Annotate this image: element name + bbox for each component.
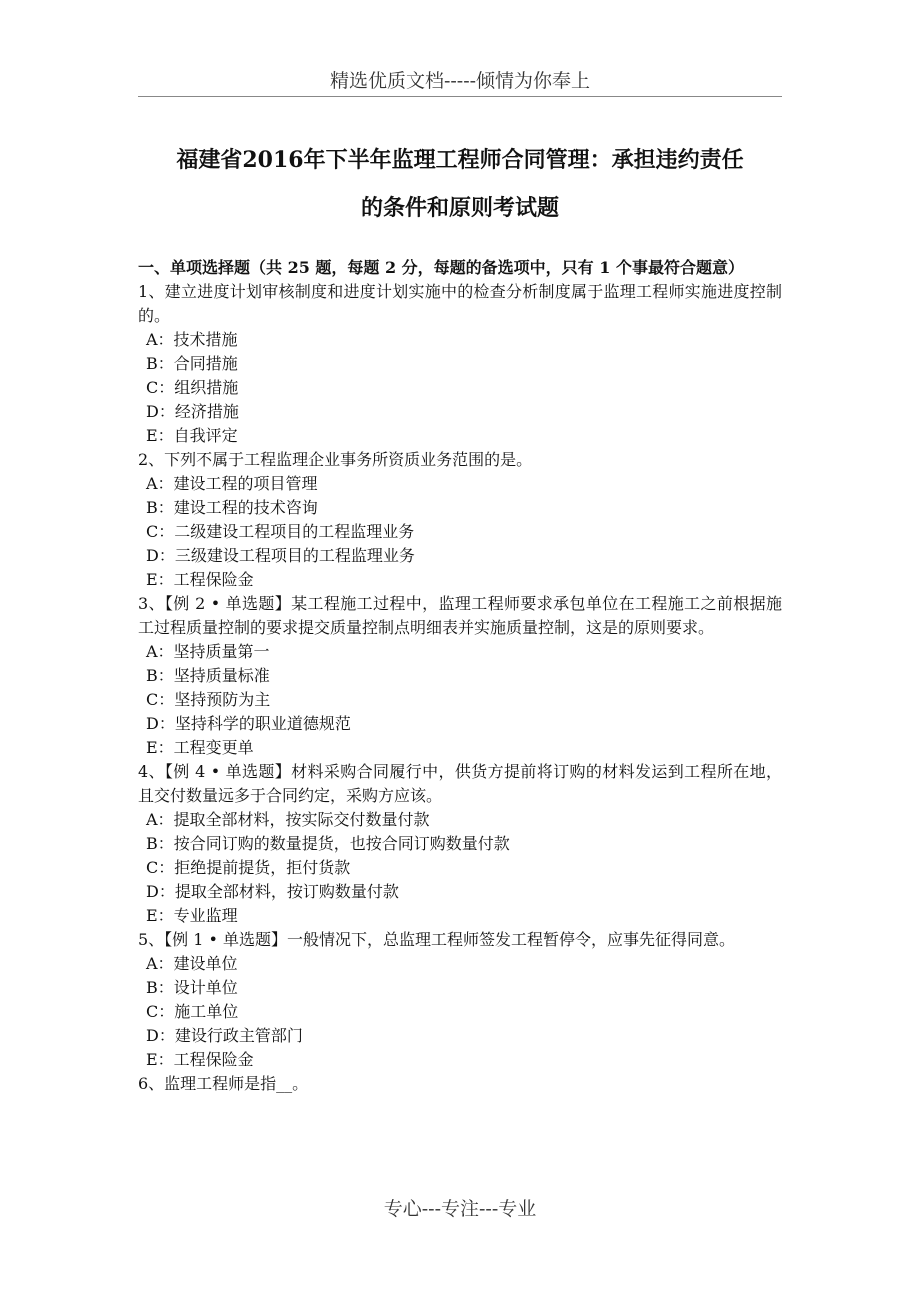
option-e: E：专业监理 xyxy=(146,906,238,925)
question-stem: 5、【例 1 • 单选题】一般情况下，总监理工程师签发工程暂停令，应事先征得同意。 xyxy=(138,930,736,949)
question-stem: 4、【例 4 • 单选题】材料采购合同履行中，供货方提前将订购的材料发运到工程所在地，且交付数量远多于合同约定，采购方应该。 xyxy=(138,762,782,805)
question-stem: 3、【例 2 • 单选题】某工程施工过程中，监理工程师要求承包单位在工程施工之前根据施工过程质量控制的要求提交质量控制点明细表并实施质量控制，这是的原则要求。 xyxy=(138,594,782,637)
question-stem: 2、下列不属于工程监理企业事务所资质业务范围的是。 xyxy=(138,450,533,469)
document-title xyxy=(138,136,782,232)
question-5 xyxy=(138,928,782,1072)
option-d: D：经济措施 xyxy=(146,402,239,421)
option-d: D：建设行政主管部门 xyxy=(146,1026,303,1045)
title-line-2: 的条件和原则考试题 xyxy=(360,195,559,221)
option-b: B：坚持质量标准 xyxy=(146,666,270,685)
question-1 xyxy=(138,280,782,448)
question-stem: 1、建立进度计划审核制度和进度计划实施中的检查分析制度属于监理工程师实施进度控制的。 xyxy=(138,282,782,325)
option-a: A：技术措施 xyxy=(146,330,238,349)
page-header: 精选优质文档-----倾情为你奉上 xyxy=(329,70,591,92)
option-c: C：组织措施 xyxy=(146,378,239,397)
option-d: D：三级建设工程项目的工程监理业务 xyxy=(146,546,415,565)
document-body xyxy=(138,256,782,1096)
question-stem: 6、监理工程师是指__。 xyxy=(138,1074,309,1093)
title-line-1: 福建省2016年下半年监理工程师合同管理：承担违约责任 xyxy=(176,147,744,173)
option-b: B：按合同订购的数量提货，也按合同订购数量付款 xyxy=(146,834,510,853)
option-c: C：拒绝提前提货，拒付货款 xyxy=(146,858,351,877)
option-b: B：设计单位 xyxy=(146,978,238,997)
question-2 xyxy=(138,448,782,592)
option-a: A：坚持质量第一 xyxy=(146,642,270,661)
option-d: D：坚持科学的职业道德规范 xyxy=(146,714,351,733)
option-a: A：建设单位 xyxy=(146,954,238,973)
header-divider xyxy=(138,96,782,97)
option-c: C：二级建设工程项目的工程监理业务 xyxy=(146,522,415,541)
option-e: E：工程保险金 xyxy=(146,570,254,589)
question-3 xyxy=(138,592,782,760)
section-heading: 一、单项选择题（共 25 题，每题 2 分，每题的备选项中，只有 1 个事最符合题意） xyxy=(138,258,744,277)
option-b: B：合同措施 xyxy=(146,354,238,373)
question-6 xyxy=(138,1072,782,1096)
option-e: E：工程变更单 xyxy=(146,738,254,757)
option-b: B：建设工程的技术咨询 xyxy=(146,498,318,517)
option-c: C：坚持预防为主 xyxy=(146,690,271,709)
option-e: E：自我评定 xyxy=(146,426,238,445)
question-4 xyxy=(138,760,782,928)
option-a: A：建设工程的项目管理 xyxy=(146,474,318,493)
option-a: A：提取全部材料，按实际交付数量付款 xyxy=(146,810,430,829)
page-footer: 专心---专注---专业 xyxy=(383,1198,537,1220)
option-d: D：提取全部材料，按订购数量付款 xyxy=(146,882,399,901)
option-c: C：施工单位 xyxy=(146,1002,239,1021)
option-e: E：工程保险金 xyxy=(146,1050,254,1069)
